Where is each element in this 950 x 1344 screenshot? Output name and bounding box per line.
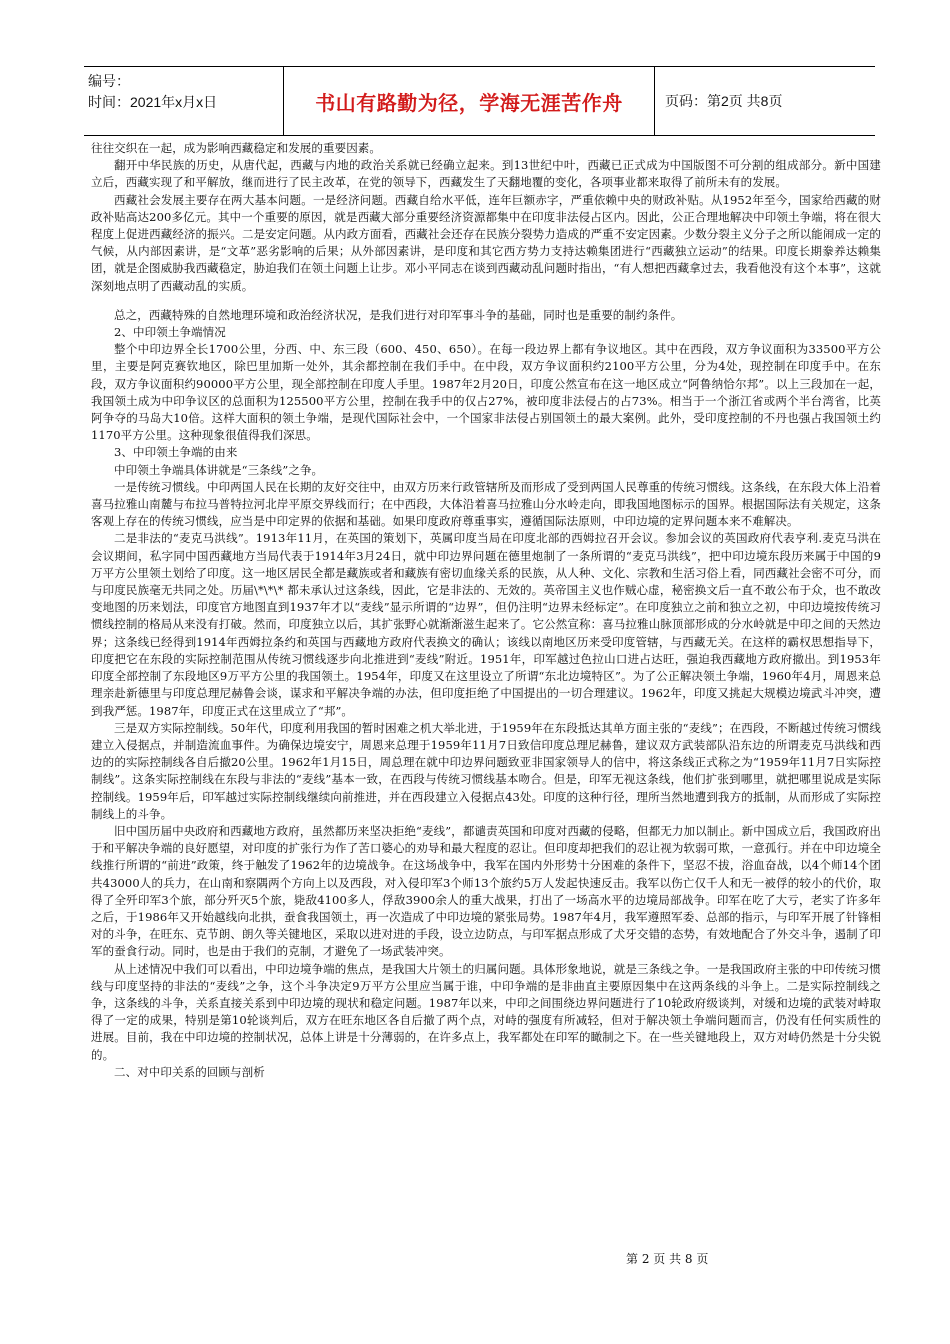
paragraph-traditional-line: 一是传统习惯线。中印两国人民在长期的友好交往中，由双方历来行政管辖所及而形成了受到两国人民尊重的传统习惯线。这条线，在东段大体上沿着喜马拉雅山南麓与布拉马普特拉河北岸平原交界线而行；在中西段，大体沿着喜马拉雅山分水岭走向，即我国地图标示的国界。根据国际法有关规定，这条客观上存在的传统习惯线，应当是中印定界的依据和基础。如果印度政府尊重事实，遵循国际法原则，中印边境的定界问题本来不难解决。: [91, 479, 881, 529]
paragraph-conclusion: 从上述情况中我们可以看出，中印边境争端的焦点，是我国大片领土的归属问题。具体形象地说，就是三条线之争。一是我国政府主张的中印传统习惯线与印度坚持的非法的“麦线”之争，这个斗争决定9万平方公里应当属于谁，中印争端的是非曲直主要原因集中在这两条线的斗争上。二是实际控制线之争，这条线的斗争，关系直接关系到中印边境的现状和稳定问题。1987年以来，中印之间围绕边界问题进行了10轮政府级谈判，对缓和边境的武装对峙取得了一定的成果，特别是第10轮谈判后，双方在旺东地区各自后撤了两个点，对峙的强度有所减轻，但对于解决领土争端问题而言，仍没有任何实质性的进展。目前，我在中印边境的控制状况，总体上讲是十分薄弱的，在许多点上，我军都处在印军的瞰制之下。在一些关键地段上，双方对峙仍然是十分尖锐的。: [91, 961, 881, 1062]
section-heading-dispute-status: 2、中印领土争端情况: [114, 325, 226, 340]
page-footer: 第 2 页 共 8 页: [626, 1252, 709, 1266]
paragraph-dispute-status: 整个中印边界全长1700公里，分西、中、东三段（600、450、650）。在每一段边界上都有争议地区。其中在西段，双方争议面积为33500平方公里，主要是阿克赛钦地区，除巴里加斯一处外，其余都控制在我们手中。在中段，双方争议面积约2100平方公里，分为4处，现控制在印度手中。在东段，双方争议面积约90000平方公里，现全部控制在印度人手里。1987年2月20日，印度公然宣布在这一地区成立“阿鲁纳恰尔邦”。以上三段加在一起，我国领土成为中印争议区的总面积为125500平方公里，控制在我手中的仅占27%，被印度非法侵占的占73%。相当于一个浙江省或两个半台湾省，比英阿争夺的马岛大10倍。这样大面积的领土争端，是现代国际社会中，一个国家非法侵占别国领土的最大案例。此外，受印度控制的不丹也强占我国领土约1170平方公里。这种现象很值得我们深思。: [91, 342, 881, 443]
paragraph-summary: 总之，西藏特殊的自然地理环境和政治经济状况，是我们进行对印军事斗争的基础，同时也是重要的制约条件。: [114, 307, 683, 322]
paragraph-mcmahon-line: 二是非法的“麦克马洪线”。1913年11月，在英国的策划下，英属印度当局在印度北部的西姆拉召开会议。参加会议的英国政府代表亨利.麦克马洪在会议期间，私字同中国西藏地方当局代表于1914年3月24日，就中印边界问题在德里炮制了一条所谓的“麦克马洪线”，把中印边境东段历来属于中国的9万平方公里领土划给了印度。这一地区居民全都是藏族或者和藏族有密切血缘关系的民族，从人种、文化、宗教和生活习俗上看，同西藏社会密不可分，而与印度民族毫无共同之处。历届\*\*\* 都未承认过这条线，因此，它是非法的、无效的。英帝国主义也作贼心虚，秘密换文后一直不敢公布于众，也不敢改变地图的历来划法，印度官方地图直到1937年才以“麦线”显示所谓的“边界”，但仍注明“边界未经标定”。在印度独立之前和独立之初，中印边境按传统习惯线控制的格局从来没有打破。然而，印度独立以后，其扩张野心就渐渐滋生起来了。它公然宣称：喜马拉雅山脉顶部形成的分水岭就是中印之间的天然边界；这条线已经得到1914年西姆拉条约和英国与西藏地方政府代表换文的确认；该线以南地区历来受印度管辖，与西藏无关。在这样的霸权思想指导下，印度把它在东段的实际控制范围从传统习惯线逐步向北推进到“麦线”附近。1951年，印军越过色拉山口进占达旺，强迫我西藏地方政府撤出。到1953年印度全部控制了东段地区9万平方公里的我国领土。1954年，印度又在这里设立了所谓“东北边境特区”。为了公正解决领土争端，1960年4月，周恩来总理亲赴新德里与印度总理尼赫鲁会谈，谋求和平解决争端的办法，但印度拒绝了中国提出的一切合理建议。1962年，印度又挑起大规模边境武斗冲突，遭到我严惩。1987年，印度正式在这里成立了“邦”。: [91, 531, 881, 718]
header-info-cell: [84, 67, 284, 135]
section-heading-dispute-origin: 3、中印领土争端的由来: [114, 445, 238, 460]
header-motto: 书山有路勤为径，学海无涯苦作舟: [315, 90, 623, 115]
header-motto-cell: [284, 67, 655, 135]
document-number-label: 编号：: [88, 73, 130, 89]
paragraph-actual-control-line: 三是双方实际控制线。50年代，印度利用我国的暂时困难之机大举北进，于1959年在东段抵达其单方面主张的“麦线”；在西段，不断越过传统习惯线建立入侵据点，并制造流血事件。为确保边境安宁，周恩来总理于1959年11月7日致信印度总理尼赫鲁，建议双方武装部队沿东边的所谓麦克马洪线和西边的的实际控制线各自后撤20公里。1962年1月15日，周总理在就中印边界问题致亚非国家领导人的信中，将这条线正式称之为“1959年11月7日实际控制线”。这条实际控制线在东段与非法的“麦线”基本一致，在西段与传统习惯线基本吻合。但是，印军无视这条线，他们扩张到哪里，就把哪里说成是实际控制线。1959年后，印军越过实际控制线继续向前推进，并在西段建立入侵据点43处。印度的这种行径，理所当然地遭到我方的抵制，从而形成了实际控制线上的斗争。: [91, 720, 881, 821]
document-date-label: 时间：2021年x月x日: [88, 94, 218, 110]
page-header: [84, 66, 875, 136]
page-number-label: 页码：第2页 共8页: [665, 93, 783, 109]
document-body: [91, 140, 881, 1081]
paragraph-tibet-issues: 西藏社会发展主要存在两大基本问题。一是经济问题。西藏自给水平低，连年巨额赤字，严重依赖中央的财政补贴。从1952年至今，国家给西藏的财政补贴高达200多亿元。其中一个重要的原因，就是西藏大部分重要经济资源都集中在印度非法侵占区内。因此，公正合理地解决中印领土争端，将在很大程度上促进西藏经济的振兴。二是安定问题。从内政方面看，西藏社会还存在民族分裂势力造成的严重不安定因素。少数分裂主义分子之所以能闹成一定的气候，从内部因素讲，是“文革”恶劣影响的后果；从外部因素讲，是印度和其它西方势力支持达赖集团进行“西藏独立运动”的结果。印度长期豢养达赖集团，就是企图威胁我西藏稳定，胁迫我们在领土问题上让步。邓小平同志在谈到西藏动乱问题时指出，“有人想把西藏拿过去，我看他没有这个本事”，这就深刻地点明了西藏动乱的实质。: [91, 192, 881, 293]
paragraph-border-war: 旧中国历届中央政府和西藏地方政府，虽然都历来坚决拒绝“麦线”，都谴责英国和印度对西藏的侵略，但都无力加以制止。新中国成立后，我国政府出于和平解决争端的良好愿望，对印度的扩张行为作了苦口婆心的劝导和最大程度的忍让。但印度却把我们的忍让视为软弱可欺，一意孤行。并在中印边境全线推行所谓的“前进”政策，终于触发了1962年的边境战争。在这场战争中，我军在国内外形势十分困难的条件下，坚忍不拔，浴血奋战，以4个师14个团共43000人的兵力，在山南和察隅两个方向上以及西段，对入侵印军3个师13个旅约5万人发起快速反击。我军以伤亡仅千人和无一被俘的较小的代价，取得了全歼印军3个旅，部分歼灭5个旅，毙敌4100多人，俘敌3900余人的重大战果，打出了一场高水平的边境局部战争。印军在吃了大亏，老实了许多年之后，于1986年又开始越线向北拱，蚕食我国领土，再一次造成了中印边境的紧张局势。1987年4月，我军遵照军委、总部的指示，与印军开展了针锋相对的斗争，在旺东、克节朗、朗久等关键地区，采取以进对进的手段，设立边防点，与印军据点形成了犬牙交错的态势，有效地配合了外交斗争，遏制了印军的蚕食行动。同时，也是由于我们的克制，才避免了一场武装冲突。: [91, 823, 881, 959]
paragraph-history: 翻开中华民族的历史，从唐代起，西藏与内地的政治关系就已经确立起来。到13世纪中叶，西藏已正式成为中国版图不可分割的组成部分。新中国建立后，西藏实现了和平解放，继而进行了民主改革，在党的领导下，西藏发生了天翻地覆的变化，各项事业都来取得了前所未有的发展。: [91, 158, 881, 190]
paragraph-three-lines-intro: 中印领土争端具体讲就是“三条线”之争。: [114, 462, 324, 477]
paragraph-continuation: 往往交织在一起，成为影响西藏稳定和发展的重要因素。: [91, 141, 381, 155]
header-page-cell: [655, 67, 875, 135]
section-heading-relations-review: 二、对中印关系的回顾与剖析: [114, 1064, 265, 1079]
